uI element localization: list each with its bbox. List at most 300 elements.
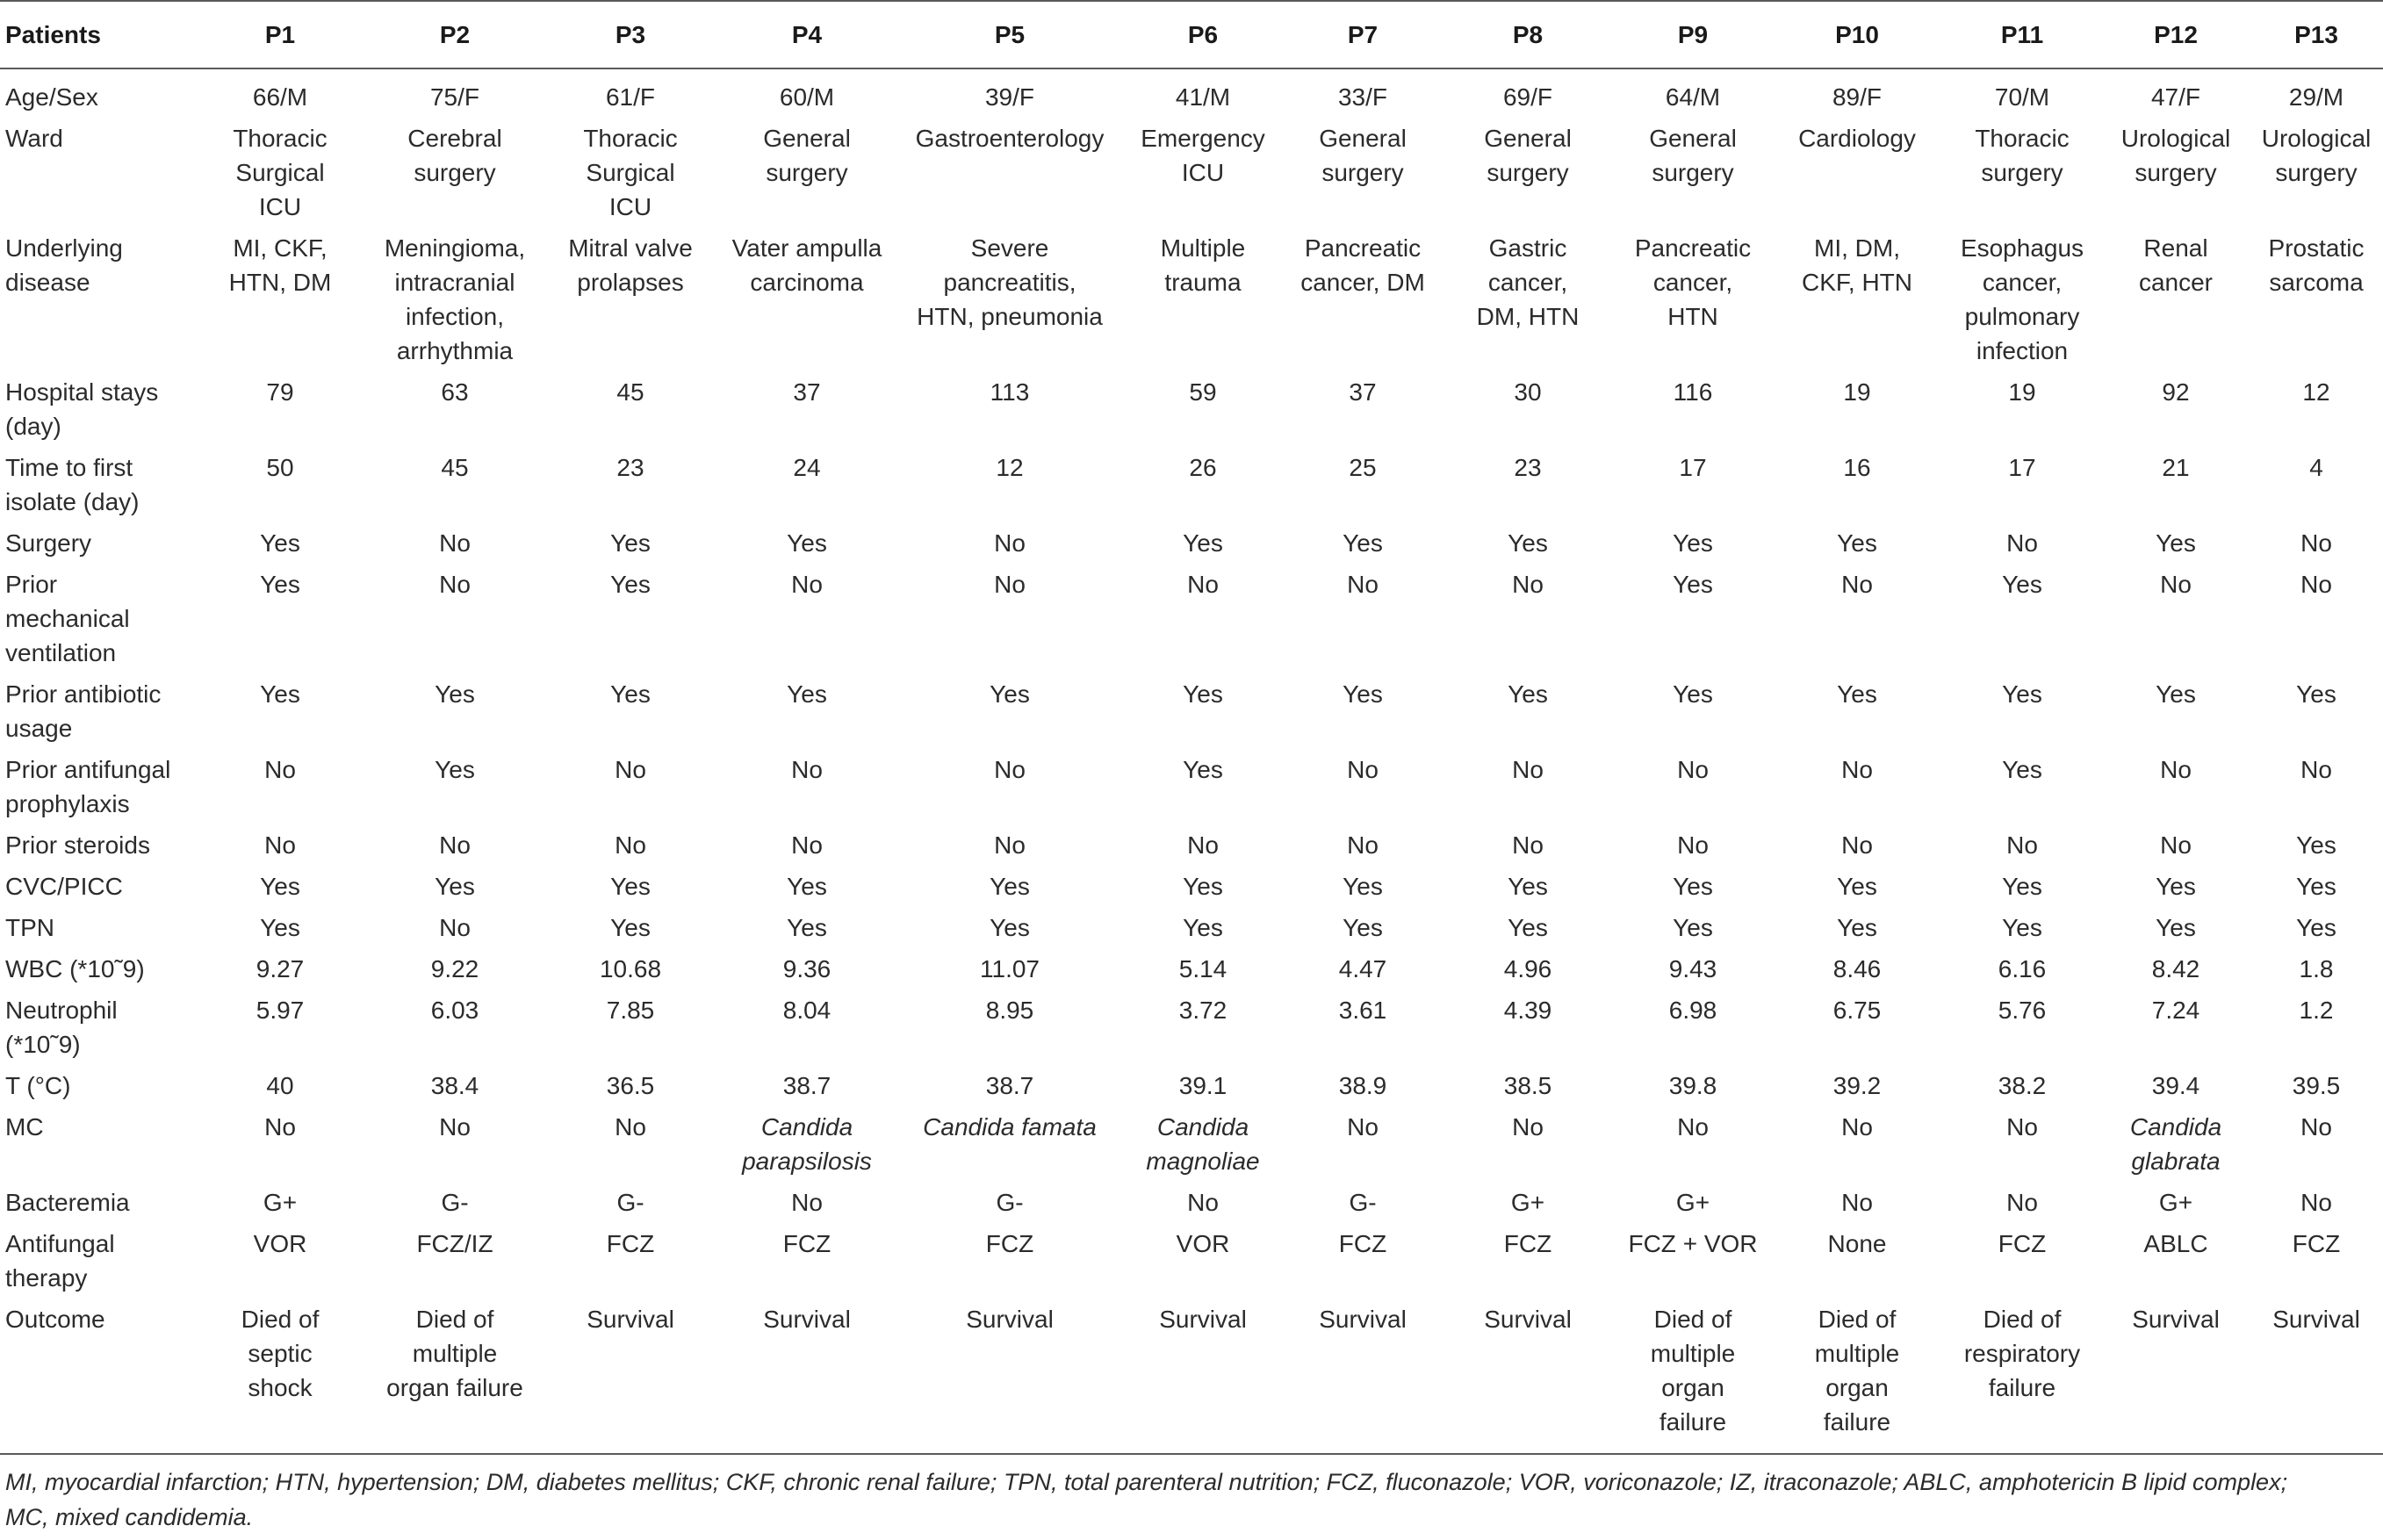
row-label <box>0 564 193 673</box>
cell-line: surgery <box>2275 159 2358 186</box>
cell-line: 47/F <box>2150 83 2201 111</box>
table-cell <box>1122 1182 1282 1223</box>
cell-line: 45 <box>616 378 644 406</box>
row-label-line: disease <box>5 269 90 296</box>
row-label <box>0 1223 193 1299</box>
table-cell <box>1442 824 1612 866</box>
table-cell <box>716 673 896 749</box>
table-cell <box>543 1106 716 1182</box>
row-label-line: Underlying <box>5 234 123 262</box>
cell-line: Yes <box>1673 680 1713 708</box>
table-cell <box>1772 824 1940 866</box>
row-label <box>0 866 193 907</box>
cell-line: No <box>791 756 823 783</box>
row-label-line: Outcome <box>5 1306 105 1333</box>
table-cell <box>1940 866 2102 907</box>
table-cell <box>2102 371 2248 447</box>
table-cell <box>1772 907 1940 948</box>
cell-line: cancer, <box>1487 269 1568 296</box>
cell-line: Candida <box>760 1113 853 1141</box>
cell-line: 5.76 <box>1998 997 2047 1024</box>
cell-line: No <box>1187 571 1219 598</box>
table-cell <box>716 1106 896 1182</box>
table-cell <box>1282 673 1442 749</box>
cell-line: No <box>1677 756 1709 783</box>
table-footnote <box>5 1464 2367 1535</box>
table-cell <box>1940 1182 2102 1223</box>
table-cell <box>1282 371 1442 447</box>
cell-line: 39.8 <box>1668 1072 1717 1099</box>
table-cell <box>1612 989 1772 1065</box>
table-cell <box>1772 1065 1940 1106</box>
cell-line: surgery <box>1652 159 1734 186</box>
cell-line: 89/F <box>1832 83 1883 111</box>
cell-line: 63 <box>441 378 469 406</box>
row-label-line: T (°C) <box>5 1072 71 1099</box>
table-cell <box>1772 948 1940 989</box>
cell-line: ABLC <box>2143 1230 2208 1257</box>
table-cell <box>2248 673 2383 749</box>
cell-line: G+ <box>263 1189 298 1216</box>
cell-line: 6.98 <box>1668 997 1717 1024</box>
header-patient-id: P5 <box>896 1 1122 68</box>
table-cell <box>1442 989 1612 1065</box>
cell-line: 24 <box>793 454 821 481</box>
cell-line: Died of <box>1653 1306 1732 1333</box>
table-cell <box>543 824 716 866</box>
cell-line: Yes <box>610 571 651 598</box>
table-cell <box>2248 1065 2383 1106</box>
table-cell <box>193 447 365 522</box>
cell-line: Yes <box>1183 914 1223 941</box>
table-cell <box>543 907 716 948</box>
table-cell <box>896 1223 1122 1299</box>
cell-line: Yes <box>1673 873 1713 900</box>
cell-line: 9.22 <box>430 955 479 982</box>
table-cell <box>365 1182 543 1223</box>
cell-line: Died of <box>241 1306 320 1333</box>
table-cell <box>1940 447 2102 522</box>
cell-line: General <box>1319 125 1407 152</box>
table-cell <box>1122 522 1282 564</box>
table-cell <box>1442 907 1612 948</box>
header-patient-id: P4 <box>716 1 896 68</box>
table-cell <box>1940 948 2102 989</box>
table-cell <box>2102 989 2248 1065</box>
cell-line: 59 <box>1189 378 1217 406</box>
table-cell <box>1442 1223 1612 1299</box>
cell-line: 7.85 <box>606 997 655 1024</box>
table-cell <box>1612 68 1772 118</box>
table-cell <box>716 749 896 824</box>
table-cell <box>2248 1182 2383 1223</box>
cell-line: intracranial <box>394 269 515 296</box>
cell-line: 12 <box>996 454 1024 481</box>
cell-line: multiple <box>1650 1340 1736 1367</box>
cell-line: 33/F <box>1337 83 1388 111</box>
cell-line: Yes <box>435 680 475 708</box>
row-label <box>0 371 193 447</box>
table-row <box>0 1065 2383 1106</box>
table-cell <box>1122 564 1282 673</box>
table-cell <box>543 118 716 227</box>
table-cell <box>543 1065 716 1106</box>
table-cell <box>2248 1106 2383 1182</box>
table-cell <box>365 447 543 522</box>
table-cell <box>1442 948 1612 989</box>
table-cell <box>1612 522 1772 564</box>
cell-line: 4.47 <box>1338 955 1387 982</box>
header-patient-id: P3 <box>543 1 716 68</box>
cell-line: No <box>1841 571 1873 598</box>
table-cell <box>1612 866 1772 907</box>
table-cell <box>896 948 1122 989</box>
cell-line: Survival <box>1484 1306 1572 1333</box>
table-cell <box>1282 749 1442 824</box>
cell-line: cancer <box>2138 269 2214 296</box>
table-cell <box>1442 118 1612 227</box>
table-row <box>0 866 2383 907</box>
row-label <box>0 948 193 989</box>
header-patient-id: P2 <box>365 1 543 68</box>
table-row <box>0 1299 2383 1454</box>
cell-line: Yes <box>1508 873 1548 900</box>
table-cell <box>193 673 365 749</box>
table-cell <box>365 948 543 989</box>
cell-line: No <box>994 529 1026 557</box>
table-cell <box>1940 1223 2102 1299</box>
cell-line: 8.46 <box>1832 955 1882 982</box>
table-cell <box>1612 118 1772 227</box>
cell-line: HTN, pneumonia <box>917 303 1103 330</box>
table-cell <box>193 866 365 907</box>
table-cell <box>1772 989 1940 1065</box>
table-row <box>0 824 2383 866</box>
cell-line: respiratory <box>1963 1340 2081 1367</box>
cell-line: No <box>1841 756 1873 783</box>
table-cell <box>2248 1299 2383 1454</box>
header-patient-id: P12 <box>2102 1 2248 68</box>
table-cell <box>365 866 543 907</box>
cell-line: 75/F <box>429 83 480 111</box>
table-cell <box>1612 447 1772 522</box>
cell-line: Gastric <box>1488 234 1567 262</box>
cell-line: 60/M <box>779 83 835 111</box>
cell-line: No <box>1347 756 1379 783</box>
cell-line: 12 <box>2302 378 2330 406</box>
header-patient-id: P1 <box>193 1 365 68</box>
table-cell <box>1772 118 1940 227</box>
table-cell <box>2102 1106 2248 1182</box>
table-cell <box>2248 371 2383 447</box>
table-cell <box>1282 118 1442 227</box>
cell-line: No <box>1347 1113 1379 1141</box>
table-cell <box>2248 227 2383 371</box>
row-label-line: TPN <box>5 914 54 941</box>
cell-line: Thoracic <box>583 125 678 152</box>
cell-line: No <box>791 1189 823 1216</box>
table-row <box>0 673 2383 749</box>
cell-line: Yes <box>2156 873 2196 900</box>
table-cell <box>716 866 896 907</box>
table-cell <box>1122 989 1282 1065</box>
header-patient-id: P11 <box>1940 1 2102 68</box>
table-cell <box>193 948 365 989</box>
cell-line: Yes <box>1837 529 1877 557</box>
table-cell <box>1442 673 1612 749</box>
cell-line: 39.1 <box>1178 1072 1227 1099</box>
cell-line: Pancreatic <box>1634 234 1752 262</box>
table-cell <box>1282 447 1442 522</box>
table-cell <box>1612 749 1772 824</box>
table-cell <box>1612 907 1772 948</box>
cell-line: Yes <box>2002 571 2042 598</box>
table-cell <box>1282 1299 1442 1454</box>
table-cell <box>1122 673 1282 749</box>
table-cell <box>365 522 543 564</box>
cell-line: No <box>1841 831 1873 859</box>
cell-line: Yes <box>1343 914 1383 941</box>
cell-line: No <box>439 1113 471 1141</box>
cell-line: No <box>1512 571 1544 598</box>
cell-line: 8.04 <box>782 997 832 1024</box>
cell-line: No <box>439 914 471 941</box>
cell-line: failure <box>1988 1374 2056 1401</box>
table-cell <box>1282 68 1442 118</box>
cell-line: No <box>994 831 1026 859</box>
cell-line: Yes <box>1837 680 1877 708</box>
table-cell <box>2102 522 2248 564</box>
table-cell <box>1122 371 1282 447</box>
cell-line: 69/F <box>1502 83 1553 111</box>
row-label-line: WBC (*10˜9) <box>5 955 145 982</box>
cell-line: Surgical <box>586 159 675 186</box>
cell-line: trauma <box>1164 269 1242 296</box>
table-cell <box>1442 371 1612 447</box>
cell-line: 7.24 <box>2151 997 2200 1024</box>
cell-line: carcinoma <box>750 269 864 296</box>
table-cell <box>1612 371 1772 447</box>
table-cell <box>2102 824 2248 866</box>
cell-line: 116 <box>1673 378 1713 406</box>
cell-line: No <box>615 756 646 783</box>
cell-line: 1.2 <box>2299 997 2334 1024</box>
table-cell <box>896 118 1122 227</box>
cell-line: No <box>1512 756 1544 783</box>
table-row <box>0 907 2383 948</box>
row-label <box>0 907 193 948</box>
table-cell <box>1940 68 2102 118</box>
table-cell <box>543 447 716 522</box>
table-cell <box>2102 1182 2248 1223</box>
cell-line: 50 <box>266 454 294 481</box>
table-cell <box>1940 907 2102 948</box>
table-cell <box>1122 1223 1282 1299</box>
cell-line: 64/M <box>1665 83 1721 111</box>
table-cell <box>1122 1299 1282 1454</box>
table-row <box>0 1182 2383 1223</box>
cell-line: Candida famata <box>923 1113 1097 1141</box>
table-cell <box>2102 1065 2248 1106</box>
cell-line: organ <box>1825 1374 1889 1401</box>
cell-line: Yes <box>1837 914 1877 941</box>
table-cell <box>1612 824 1772 866</box>
table-cell <box>896 866 1122 907</box>
cell-line: Yes <box>260 873 300 900</box>
cell-line: Yes <box>260 529 300 557</box>
cell-line: cancer, <box>1652 269 1733 296</box>
table-cell <box>1940 522 2102 564</box>
row-label-line: Prior steroids <box>5 831 150 859</box>
cell-line: VOR <box>1176 1230 1230 1257</box>
table-cell <box>2248 907 2383 948</box>
table-cell <box>543 749 716 824</box>
cell-line: No <box>2160 571 2192 598</box>
cell-line: Yes <box>2156 529 2196 557</box>
row-label-line: Antifungal <box>5 1230 115 1257</box>
table-cell <box>193 68 365 118</box>
table-cell <box>716 227 896 371</box>
cell-line: 36.5 <box>606 1072 655 1099</box>
table-cell <box>1442 68 1612 118</box>
table-cell <box>1282 522 1442 564</box>
cell-line: FCZ <box>985 1230 1034 1257</box>
cell-line: Yes <box>1183 873 1223 900</box>
cell-line: No <box>994 571 1026 598</box>
cell-line: 5.14 <box>1178 955 1227 982</box>
table-cell <box>1772 749 1940 824</box>
table-cell <box>2102 227 2248 371</box>
cell-line: Survival <box>966 1306 1054 1333</box>
cell-line: FCZ <box>2292 1230 2341 1257</box>
table-cell <box>1940 749 2102 824</box>
cell-line: No <box>2006 529 2038 557</box>
row-label-line: therapy <box>5 1264 88 1292</box>
table-cell <box>1940 824 2102 866</box>
header-patient-id: P9 <box>1612 1 1772 68</box>
cell-line: 4 <box>2309 454 2323 481</box>
cell-line: 17 <box>1679 454 1707 481</box>
cell-line: magnoliae <box>1146 1148 1260 1175</box>
row-label-line: (day) <box>5 413 61 440</box>
cell-line: Emergency <box>1141 125 1265 152</box>
row-label <box>0 522 193 564</box>
cell-line: General <box>763 125 851 152</box>
table-cell <box>896 907 1122 948</box>
cell-line: FCZ <box>1998 1230 2047 1257</box>
table-cell <box>2248 564 2383 673</box>
cell-line: General <box>1649 125 1737 152</box>
cell-line: 25 <box>1349 454 1377 481</box>
cell-line: Yes <box>1183 680 1223 708</box>
cell-line: Yes <box>1183 529 1223 557</box>
cell-line: 92 <box>2162 378 2190 406</box>
cell-line: Yes <box>787 680 827 708</box>
cell-line: surgery <box>1981 159 2063 186</box>
cell-line: General <box>1484 125 1572 152</box>
table-cell <box>896 1182 1122 1223</box>
table-cell <box>1442 564 1612 673</box>
table-cell <box>1122 1065 1282 1106</box>
cell-line: CKF, HTN <box>1802 269 1912 296</box>
row-label-line: Neutrophil <box>5 997 118 1024</box>
cell-line: infection, <box>405 303 505 330</box>
cell-line: HTN <box>1667 303 1718 330</box>
cell-line: G- <box>616 1189 644 1216</box>
table-row <box>0 948 2383 989</box>
table-cell <box>1122 824 1282 866</box>
row-label-line: Ward <box>5 125 63 152</box>
table-cell <box>2102 68 2248 118</box>
row-label-line: CVC/PICC <box>5 873 123 900</box>
cell-line: 39/F <box>984 83 1035 111</box>
row-label <box>0 673 193 749</box>
table-cell <box>193 118 365 227</box>
cell-line: No <box>1841 1113 1873 1141</box>
cell-line: No <box>2300 571 2332 598</box>
table-body <box>0 68 2383 1454</box>
cell-line: infection <box>1976 337 2069 364</box>
cell-line: parapsilosis <box>742 1148 872 1175</box>
table-cell <box>1122 907 1282 948</box>
cell-line: No <box>615 1113 646 1141</box>
cell-line: No <box>615 831 646 859</box>
table-cell <box>1772 673 1940 749</box>
cell-line: Survival <box>1319 1306 1407 1333</box>
row-label-line: Prior antibiotic <box>5 680 162 708</box>
cell-line: 113 <box>990 378 1030 406</box>
table-cell <box>193 1299 365 1454</box>
table-cell <box>1612 1065 1772 1106</box>
cell-line: No <box>994 756 1026 783</box>
cell-line: G+ <box>1510 1189 1545 1216</box>
table-cell <box>543 371 716 447</box>
table-cell <box>1282 907 1442 948</box>
cell-line: Yes <box>1673 571 1713 598</box>
cell-line: 39.4 <box>2151 1072 2200 1099</box>
cell-line: No <box>1347 831 1379 859</box>
cell-line: No <box>439 529 471 557</box>
cell-line: 79 <box>266 378 294 406</box>
table-cell <box>365 564 543 673</box>
table-cell <box>2248 118 2383 227</box>
cell-line: Multiple <box>1160 234 1246 262</box>
cell-line: No <box>2160 756 2192 783</box>
cell-line: 3.72 <box>1178 997 1227 1024</box>
cell-line: 38.2 <box>1998 1072 2047 1099</box>
cell-line: Renal <box>2143 234 2208 262</box>
table-row <box>0 371 2383 447</box>
cell-line: 11.07 <box>980 955 1040 982</box>
row-label <box>0 1299 193 1454</box>
cell-line: Yes <box>1837 873 1877 900</box>
cell-line: 4.96 <box>1503 955 1552 982</box>
cell-line: multiple <box>1814 1340 1900 1367</box>
cell-line: ICU <box>258 193 302 220</box>
table-header-row <box>0 1 2383 68</box>
cell-line: No <box>1512 831 1544 859</box>
cell-line: HTN, DM <box>228 269 332 296</box>
table-cell <box>1282 227 1442 371</box>
row-label-line: Bacteremia <box>5 1189 130 1216</box>
cell-line: 38.4 <box>430 1072 479 1099</box>
cell-line: organ <box>1661 1374 1724 1401</box>
table-cell <box>1940 564 2102 673</box>
table-cell <box>365 118 543 227</box>
table-cell <box>1122 749 1282 824</box>
cell-line: failure <box>1659 1408 1727 1436</box>
cell-line: Survival <box>763 1306 851 1333</box>
